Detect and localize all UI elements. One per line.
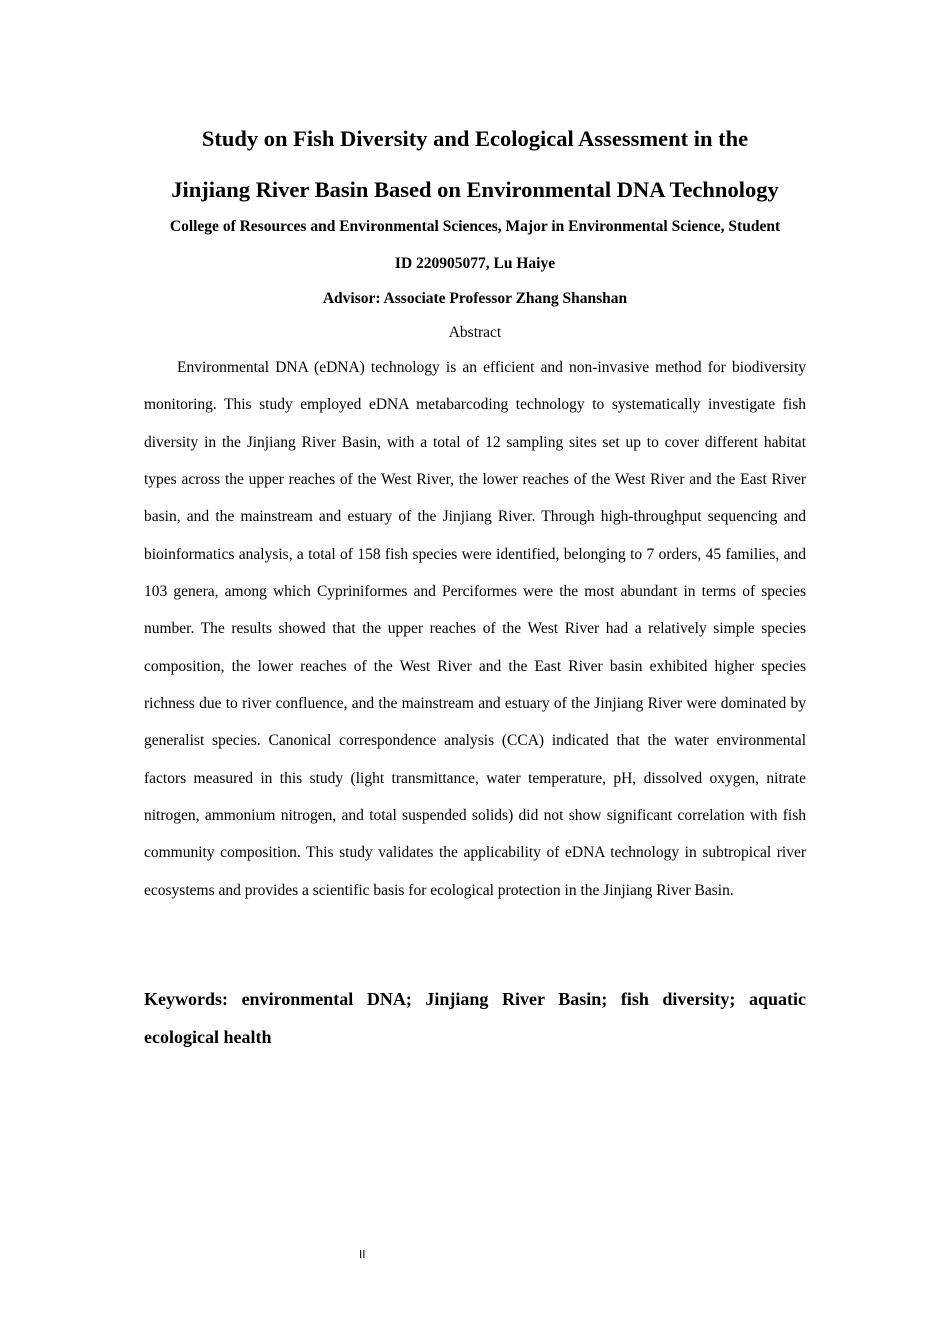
author-affiliation-line-1: College of Resources and Environmental Sciences, Major in Environmental Science, Student: [169, 218, 781, 235]
paper-title-line-2: Jinjiang River Basin Based on Environmental DNA Technology: [171, 177, 779, 202]
page-number: II: [359, 1248, 366, 1261]
abstract-heading: Abstract: [448, 324, 502, 341]
author-affiliation-line-2: ID 220905077, Lu Haiye: [394, 255, 556, 272]
abstract-paragraph: Environmental DNA (eDNA) technology is an efficient and non-invasive method for biodiversity monitoring. This study employed eDNA metabarcoding technology to systematically investigate fish diversity in the Jinjiang River Basin, with a total of 12 sampling sites set up to cover different habitat types across the upper reaches of the West River, the lower reaches of the West River and the East River basin, and the mainstream and estuary of the Jinjiang River. Through high-throughput sequencing and bioinformatics analysis, a total of 158 fish species were identified, belonging to 7 orders, 45 families, and 103 genera, among which Cypriniformes and Perciformes were the most abundant in terms of species number. The results showed that the upper reaches of the West River had a relatively simple species composition, the lower reaches of the West River and the East River basin exhibited higher species richness due to river confluence, and the mainstream and estuary of the Jinjiang River were dominated by generalist species. Canonical correspondence analysis (CCA) indicated that the water environmental factors measured in this study (light transmittance, water temperature, pH, dissolved oxygen, nitrate nitrogen, ammonium nitrogen, and total suspended solids) did not show significant correlation with fish community composition. This study validates the applicability of eDNA technology in subtropical river ecosystems and provides a scientific basis for ecological protection in the Jinjiang River Basin.: [144, 359, 806, 899]
advisor-line: Advisor: Associate Professor Zhang Shanshan: [322, 290, 628, 307]
keywords-line: Keywords: environmental DNA; Jinjiang River Basin; fish diversity; aquatic ecological health: [144, 989, 806, 1047]
paper-title-line-1: Study on Fish Diversity and Ecological Assessment in the: [201, 126, 749, 151]
